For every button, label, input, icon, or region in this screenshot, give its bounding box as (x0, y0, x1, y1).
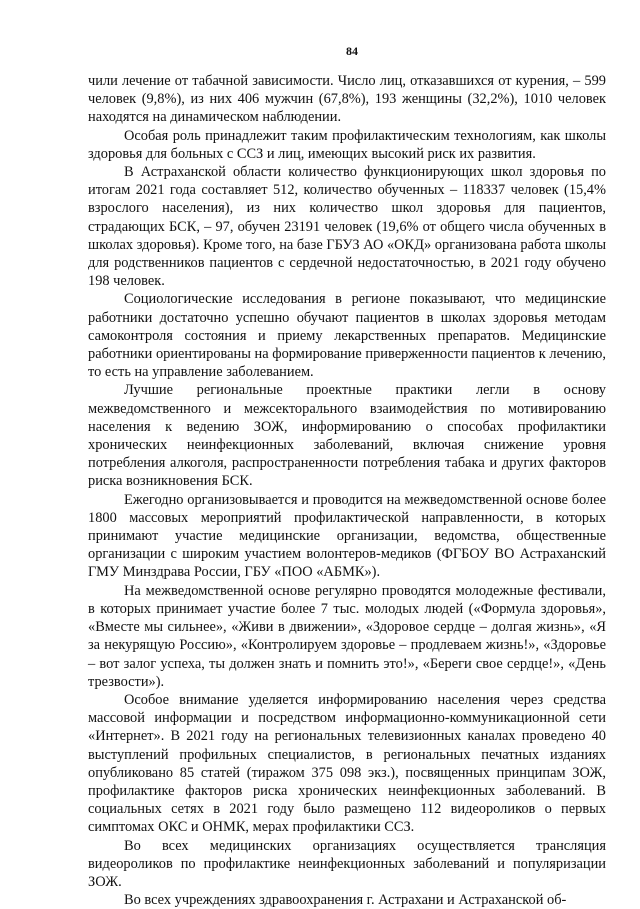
paragraph: Во всех медицинских организациях осуществляется трансляция видеороликов по профилактике неинфекционных заболеваний и популяризации ЗОЖ. (88, 837, 606, 890)
paragraph: Особое внимание уделяется информированию населения через средства массовой информации и посредством информационно-коммуникационной сети «Интернет». В 2021 году на региональных телевизионных каналах проведено 40 выступлений профильных специалистов, в региональных печатных изданиях опубликовано 85 статей (тиражом 375 098 экз.), посвященных принципам ЗОЖ, профилактике факторов риска хронических неинфекционных заболеваний. В социальных сетях в 2021 году было размещено 112 видеороликов о первых симптомах ОКС и ОНМК, мерах профилактики ССЗ. (88, 691, 606, 836)
page-number: 84 (346, 44, 358, 58)
body-text (88, 72, 606, 909)
paragraph-last: Во всех учреждениях здравоохранения г. Астрахани и Астраханской об- (124, 892, 567, 909)
paragraph: Особая роль принадлежит таким профилактическим технологиям, как школы здоровья для больных с ССЗ и лиц, имеющих высокий риск их развития. (88, 127, 606, 162)
paragraph: чили лечение от табачной зависимости. Число лиц, отказавшихся от курения, – 599 человек (9,8%), из них 406 мужчин (67,8%), 193 женщины (32,2%), 1010 человек находятся на динамическом наблюдении. (88, 73, 606, 126)
paragraph: Ежегодно организовывается и проводится на межведомственной основе более 1800 массовых мероприятий профилактической направленности, в которых принимают участие медицинские организации, ведомства, общественные организации с широким участием волонтеров-медиков (ФГБОУ ВО Астраханский ГМУ Минздрава России, ГБУ «ПОО «АБМК»). (88, 491, 606, 581)
paragraph: Социологические исследования в регионе показывают, что медицинские работники достаточно успешно обучают пациентов в школах здоровья методам самоконтроля состояния и приему лекарственных препаратов. Медицинские работники ориентированы на формирование приверженности пациентов к лечению, то есть на управление заболеванием. (88, 291, 606, 381)
paragraph: На межведомственной основе регулярно проводятся молодежные фестивали, в которых принимает участие более 7 тыс. молодых людей («Формула здоровья», «Вместе мы сильнее», «Живи в движении», «Здоровое сердце – долгая жизнь», «Я за некурящую Россию», «Контролируем здоровье – продлеваем жизнь!», «Здоровье – вот залог успеха, ты должен знать и помнить это!», «Береги свое сердце!», «День трезвости»). (88, 582, 606, 690)
paragraph: Лучшие региональные проектные практики легли в основу межведомственного и межсекторального взаимодействия по мотивированию населения к ведению ЗОЖ, информированию о способах профилактики хронических неинфекционных заболеваний, включая снижение уровня потребления алкоголя, распространенности потребления табака и других факторов риска возникновения БСК. (88, 382, 606, 490)
paragraph: В Астраханской области количество функционирующих школ здоровья по итогам 2021 года составляет 512, количество обученных – 118337 человек (15,4% взрослого населения), из них количество школ здоровья для пациентов, страдающих БСК, – 97, обучен 23191 человек (19,6% от общего числа обученных в школах здоровья). Кроме того, на базе ГБУЗ АО «ОКД» организована работа школы для родственников пациентов с сердечной недостаточностью, в 2021 году обучено 198 человек. (88, 164, 606, 290)
